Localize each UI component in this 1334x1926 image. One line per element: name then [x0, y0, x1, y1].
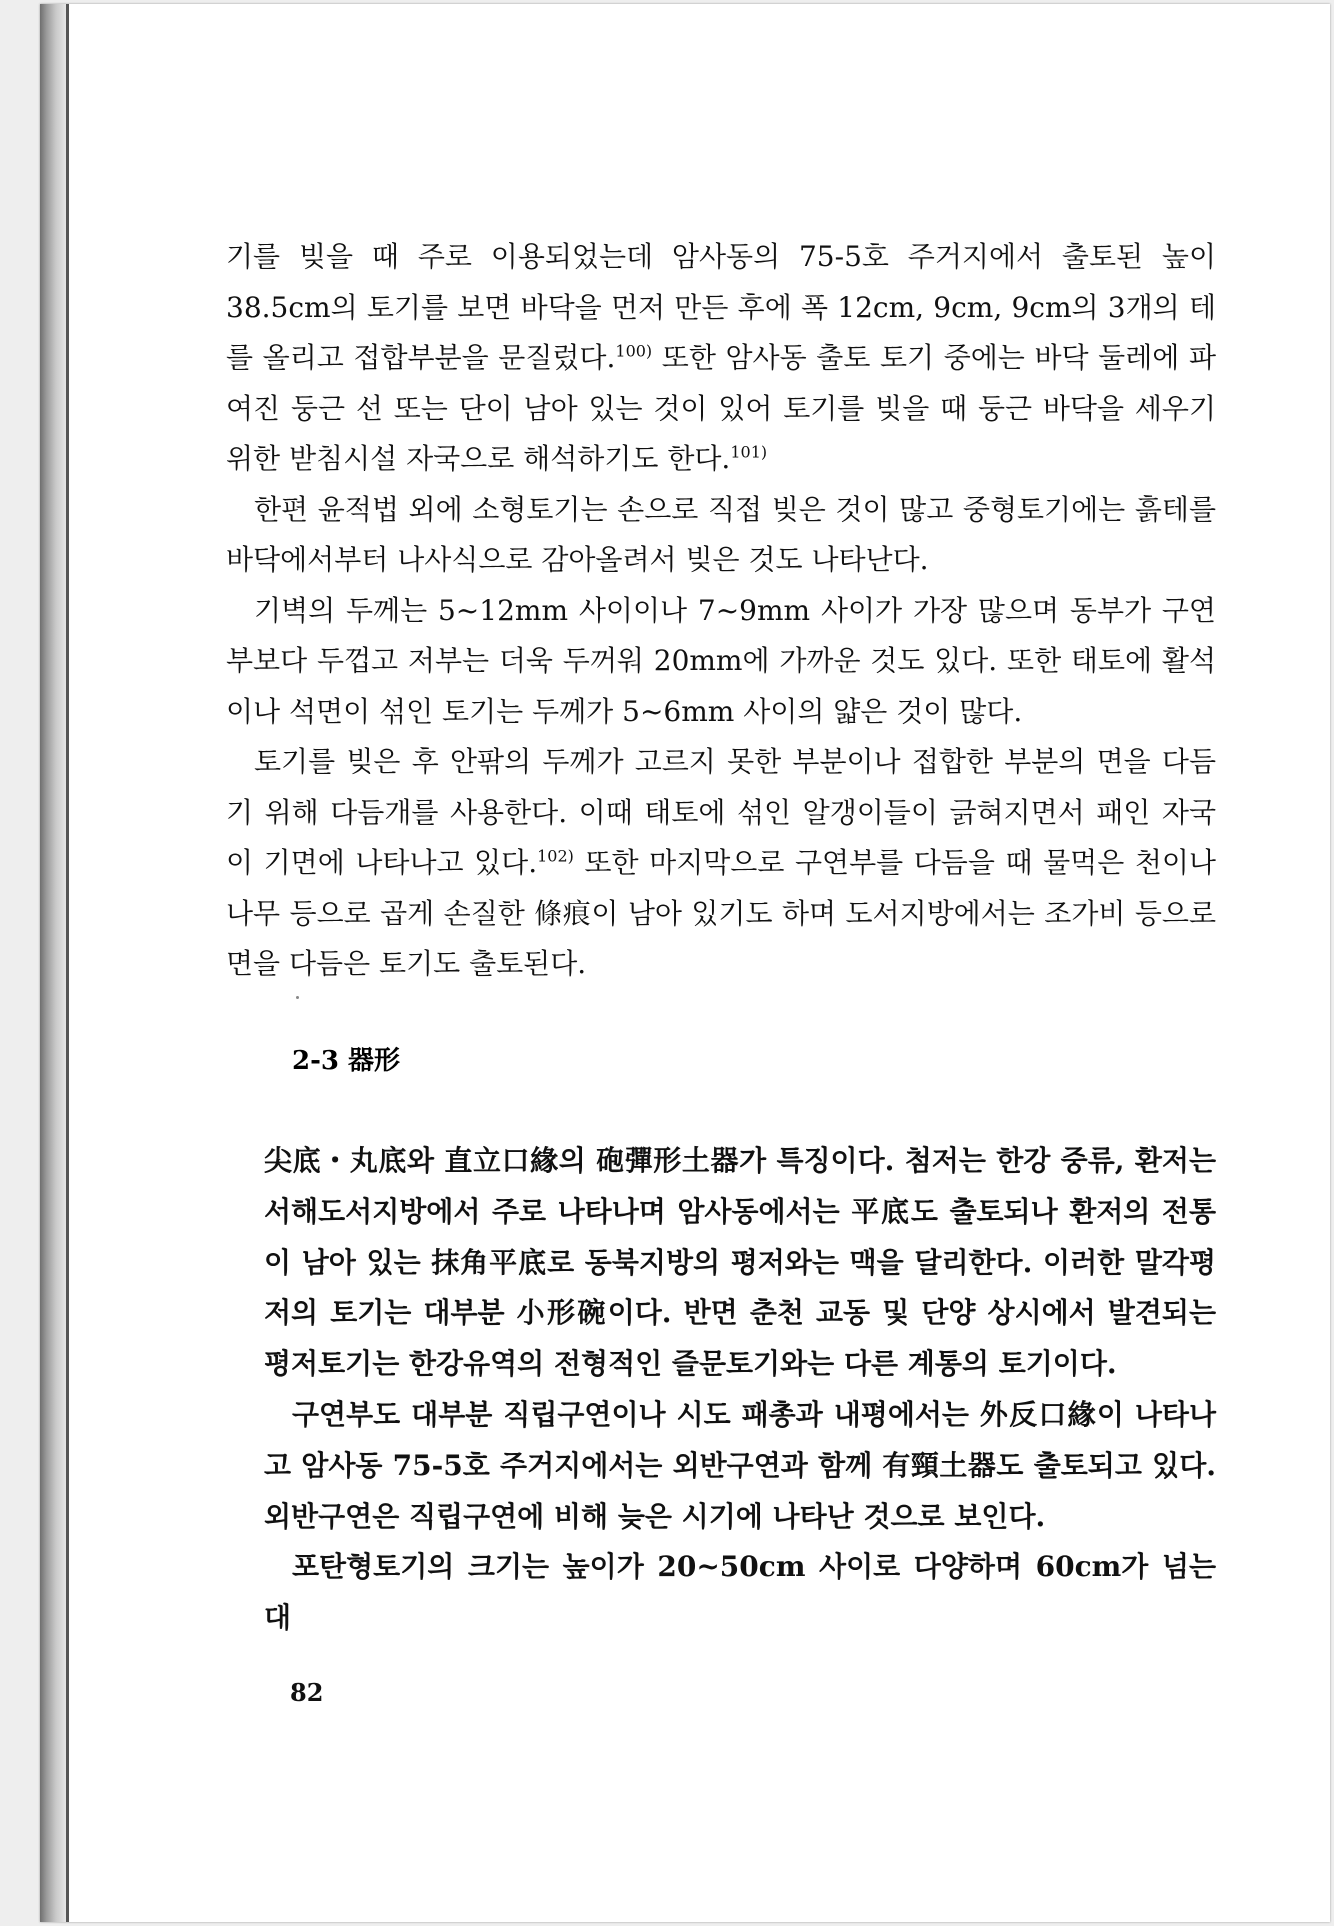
body-text-top	[226, 232, 1216, 990]
paragraph-1-text: 기를 빚을 때 주로 이용되었는데 암사동의 75-5호 주거지에서 출토된 높이 38.5cm의 토기를 보면 바닥을 먼저 만든 후에 폭 12cm, 9cm, 9cm의 3개의 테를 올리고 접합부분을 문질렀다.	[226, 240, 1216, 374]
paragraph-1-tail: 또한 암사동 출토 토기 중에는 바닥 둘레에 파여진 둥근 선 또는 단이 남아 있는 것이 있어 토기를 빚을 때 둥근 바닥을 세우기 위한 받침시설 자국으로 해석하기도 한다.	[226, 341, 1216, 475]
paragraph-5: 尖底・丸底와 直立口緣의 砲彈形土器가 특징이다. 첨저는 한강 중류, 환저는 서해도서지방에서 주로 나타나며 암사동에서는 平底도 출토되나 환저의 전통이 남아 있는 抹角平底로 동북지방의 평저와는 맥을 달리한다. 이러한 말각평저의 토기는 대부분 小形碗이다. 반면 춘천 교동 및 단양 상시에서 발견되는 평저토기는 한강유역의 전형적인 즐문토기와는 다른 계통의 토기이다.	[264, 1144, 1216, 1381]
paragraph-7: 포탄형토기의 크기는 높이가 20~50cm 사이로 다양하며 60cm가 넘는 대	[264, 1550, 1216, 1635]
paragraph-2: 한편 윤적법 외에 소형토기는 손으로 직접 빚은 것이 많고 중형토기에는 흙테를 바닥에서부터 나사식으로 감아올려서 빚은 것도 나타난다.	[226, 492, 1216, 576]
stray-dot-mark	[296, 996, 299, 999]
paragraph-1	[226, 232, 1216, 485]
footnote-ref-100: 100)	[615, 341, 653, 361]
page-number: 82	[290, 1678, 324, 1707]
paragraph-4-text: 토기를 빚은 후 안팎의 두께가 고르지 못한 부분이나 접합한 부분의 면을 다듬기 위해 다듬개를 사용한다. 이때 태토에 섞인 알갱이들이 긁혀지면서 패인 자국이 기면에 나타나고 있다.	[226, 745, 1216, 879]
section-heading: 2-3 器形	[292, 1046, 401, 1076]
paragraph-4-tail: 또한 마지막으로 구연부를 다듬을 때 물먹은 천이나 나무 등으로 곱게 손질한 條痕이 남아 있기도 하며 도서지방에서는 조가비 등으로 면을 다듬은 토기도 출토된다.	[226, 846, 1216, 980]
paragraph-6: 구연부도 대부분 직립구연이나 시도 패총과 내평에서는 外反口緣이 나타나고 암사동 75-5호 주거지에서는 외반구연과 함께 有頸土器도 출토되고 있다. 외반구연은 직립구연에 비해 늦은 시기에 나타난 것으로 보인다.	[264, 1397, 1216, 1533]
book-spine	[40, 4, 66, 1922]
footnote-ref-102: 102)	[537, 846, 574, 866]
footnote-ref-101: 101)	[730, 442, 768, 462]
paragraph-3: 기벽의 두께는 5~12mm 사이이나 7~9mm 사이가 가장 많으며 동부가 구연부보다 두껍고 저부는 더욱 두꺼워 20mm에 가까운 것도 있다. 또한 태토에 활석이나 석면이 섞인 토기는 두께가 5~6mm 사이의 얇은 것이 많다.	[226, 593, 1216, 728]
paragraph-4	[226, 737, 1216, 990]
body-text-bottom	[264, 1136, 1216, 1644]
